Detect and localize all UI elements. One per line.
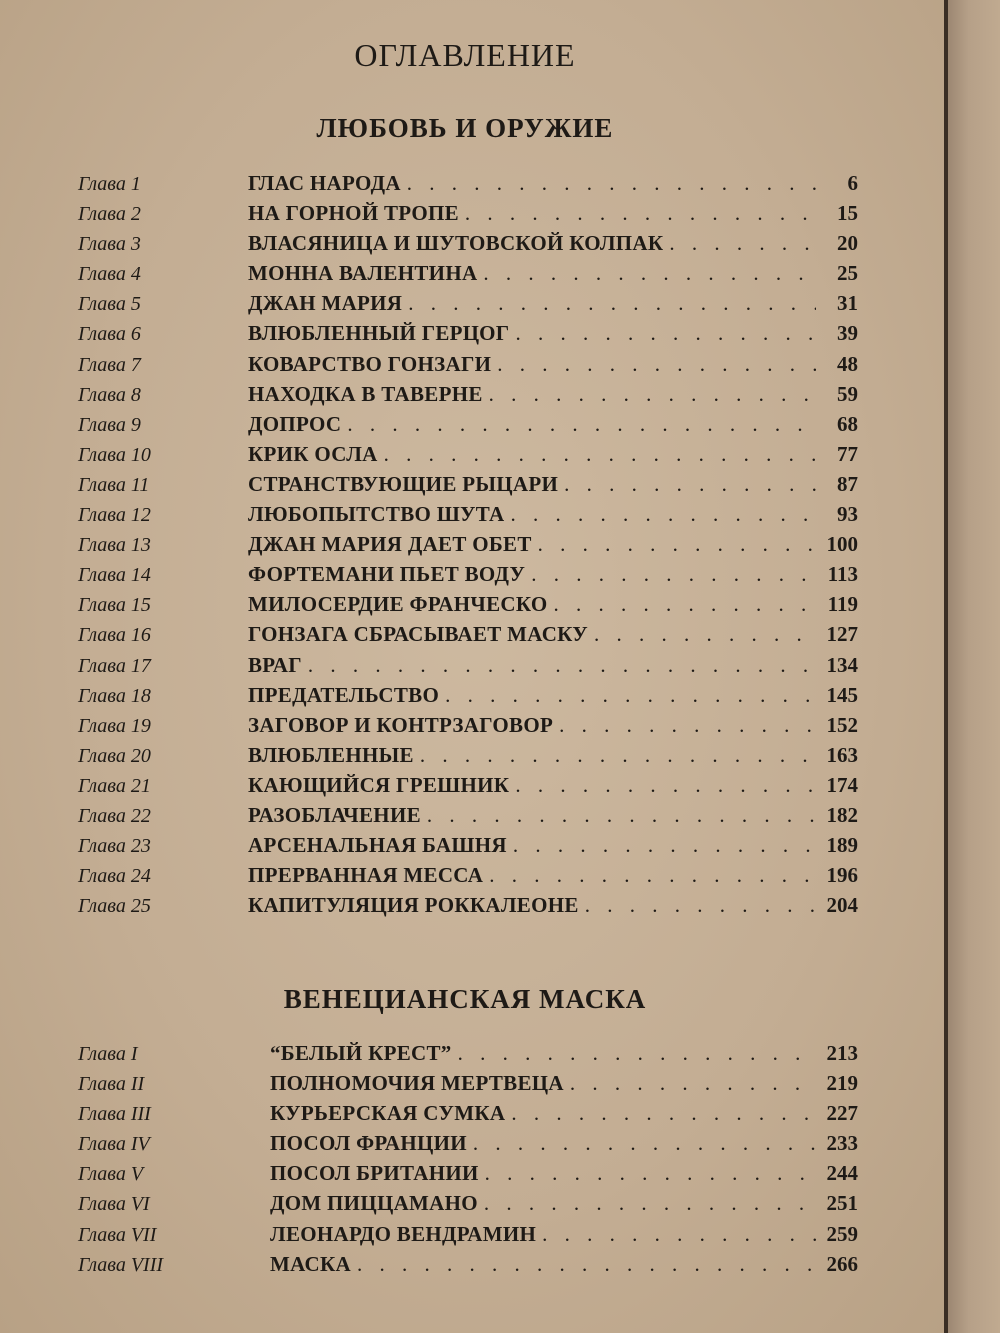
chapter-title: ПОЛНОМОЧИЯ МЕРТВЕЦА — [270, 1071, 564, 1096]
chapter-number: Глава 22 — [78, 804, 151, 827]
chapter-title: КРИК ОСЛА — [248, 441, 378, 466]
dot-leader — [384, 442, 816, 467]
page-number: 39 — [837, 321, 858, 346]
chapter-number: Глава 6 — [78, 323, 141, 346]
chapter-number: Глава VIII — [78, 1253, 164, 1276]
dot-leader — [483, 261, 816, 286]
dot-leader — [465, 201, 816, 226]
page-number: 31 — [837, 291, 858, 316]
toc-entry[interactable] — [78, 653, 858, 683]
toc-entry[interactable] — [78, 352, 858, 382]
chapter-title: ПОСОЛ БРИТАНИИ — [270, 1161, 479, 1186]
dot-leader — [511, 502, 817, 527]
chapter-title: ВЛЮБЛЕННЫЙ ГЕРЦОГ — [248, 321, 510, 346]
chapter-number: Глава 25 — [78, 895, 151, 918]
chapter-number: Глава 8 — [78, 383, 141, 406]
toc-entry[interactable] — [78, 893, 858, 923]
dot-leader — [408, 291, 816, 316]
page-number: 25 — [837, 261, 858, 286]
chapter-title: РАЗОБЛАЧЕНИЕ — [248, 802, 421, 827]
chapter-number: Глава 16 — [78, 624, 151, 647]
page-number: 48 — [837, 351, 858, 376]
dot-leader — [485, 1161, 816, 1186]
dot-leader — [554, 592, 817, 617]
dot-leader — [594, 622, 816, 647]
page-number: 93 — [837, 502, 858, 527]
dot-leader — [585, 893, 816, 918]
dot-leader — [489, 382, 816, 407]
dot-leader — [357, 1252, 816, 1277]
toc-entry[interactable] — [78, 833, 858, 863]
chapter-number: Глава 18 — [78, 684, 151, 707]
toc-entry[interactable] — [78, 863, 858, 893]
chapter-number: Глава 21 — [78, 774, 151, 797]
toc-entry[interactable] — [78, 1131, 858, 1161]
toc-section-2 — [78, 1041, 858, 1282]
chapter-number: Глава III — [78, 1103, 151, 1126]
chapter-title: КОВАРСТВО ГОНЗАГИ — [248, 351, 492, 376]
page-number: 68 — [837, 411, 858, 436]
chapter-number: Глава 14 — [78, 564, 151, 587]
dot-leader — [513, 833, 816, 858]
chapter-number: Глава 5 — [78, 293, 141, 316]
dot-leader — [564, 472, 816, 497]
chapter-number: Глава 2 — [78, 203, 141, 226]
page-number: 100 — [826, 532, 858, 557]
chapter-title: ВРАГ — [248, 652, 302, 677]
page-number: 213 — [826, 1041, 858, 1065]
chapter-title: СТРАНСТВУЮЩИЕ РЫЦАРИ — [248, 471, 559, 496]
toc-entry[interactable] — [78, 743, 858, 773]
toc-entry[interactable] — [78, 532, 858, 562]
chapter-title: АРСЕНАЛЬНАЯ БАШНЯ — [248, 833, 507, 858]
section-title-1: ЛЮБОВЬ И ОРУЖИЕ — [316, 113, 614, 143]
chapter-number: Глава 24 — [78, 865, 151, 888]
chapter-title: ЛЮБОПЫТСТВО ШУТА — [248, 502, 505, 527]
chapter-title: “БЕЛЫЙ КРЕСТ” — [270, 1041, 452, 1065]
page-number: 20 — [837, 231, 858, 256]
dot-leader — [484, 1191, 816, 1216]
toc-entry[interactable] — [78, 592, 858, 622]
chapter-title: ГОНЗАГА СБРАСЫВАЕТ МАСКУ — [248, 622, 588, 647]
dot-leader — [489, 863, 816, 888]
chapter-number: Глава VII — [78, 1223, 157, 1246]
toc-entry[interactable] — [78, 562, 858, 592]
page-number: 119 — [827, 592, 858, 617]
dot-leader — [445, 683, 816, 708]
chapter-title: ПРЕДАТЕЛЬСТВО — [248, 682, 440, 707]
chapter-number: Глава IV — [78, 1133, 150, 1156]
chapter-title: КУРЬЕРСКАЯ СУМКА — [270, 1101, 506, 1126]
dot-leader — [458, 1041, 816, 1066]
toc-entry[interactable] — [78, 683, 858, 713]
chapter-number: Глава VI — [78, 1193, 150, 1216]
dot-leader — [542, 1222, 816, 1247]
chapter-number: Глава 20 — [78, 744, 151, 767]
toc-entry[interactable] — [78, 502, 858, 532]
toc-entry[interactable] — [78, 412, 858, 442]
page-number: 145 — [826, 682, 858, 707]
page-number: 196 — [826, 863, 858, 888]
toc-entry[interactable] — [78, 171, 858, 201]
toc-entry[interactable] — [78, 261, 858, 291]
dot-leader — [427, 803, 816, 828]
toc-entry[interactable] — [78, 321, 858, 351]
page-number: 163 — [826, 742, 858, 767]
page-number: 204 — [826, 893, 858, 918]
toc-entry[interactable] — [78, 1161, 858, 1191]
chapter-number: Глава I — [78, 1043, 138, 1065]
page-number: 219 — [826, 1071, 858, 1096]
chapter-title: ГЛАС НАРОДА — [248, 171, 401, 195]
chapter-title: ДОМ ПИЦЦАМАНО — [270, 1191, 478, 1216]
page-number: 59 — [837, 381, 858, 406]
chapter-number: Глава 11 — [78, 473, 150, 496]
toc-entry[interactable] — [78, 231, 858, 261]
toc-entry[interactable] — [78, 713, 858, 743]
toc-entry[interactable] — [78, 201, 858, 231]
page-number: 227 — [826, 1101, 858, 1126]
chapter-number: Глава 19 — [78, 714, 151, 737]
adjacent-page-edge — [948, 0, 1000, 1333]
chapter-title: ЗАГОВОР И КОНТРЗАГОВОР — [248, 712, 554, 737]
toc-entry[interactable] — [78, 1191, 858, 1221]
dot-leader — [497, 352, 816, 377]
chapter-number: Глава 23 — [78, 835, 151, 858]
toc-entry[interactable] — [78, 1071, 858, 1101]
chapter-title: ВЛЮБЛЕННЫЕ — [248, 742, 414, 767]
dot-leader — [420, 743, 816, 768]
page-number: 233 — [826, 1131, 858, 1156]
toc-entry[interactable] — [78, 291, 858, 321]
toc-entry[interactable] — [78, 803, 858, 833]
page-number: 266 — [826, 1251, 858, 1276]
dot-leader — [515, 773, 816, 798]
page-title: ОГЛАВЛЕНИЕ — [354, 37, 576, 74]
toc-entry[interactable] — [78, 442, 858, 472]
chapter-title: ДЖАН МАРИЯ ДАЕТ ОБЕТ — [248, 532, 532, 557]
page-number: 251 — [826, 1191, 858, 1216]
chapter-title: МОННА ВАЛЕНТИНА — [248, 261, 478, 286]
dot-leader — [347, 412, 816, 437]
page-number: 77 — [837, 441, 858, 466]
page-number: 189 — [826, 833, 858, 858]
dot-leader — [538, 532, 816, 557]
dot-leader — [515, 321, 816, 346]
page-number: 87 — [837, 471, 858, 496]
chapter-number: Глава II — [78, 1073, 145, 1096]
toc-entry[interactable] — [78, 773, 858, 803]
toc-entry[interactable] — [78, 1041, 858, 1071]
chapter-title: МИЛОСЕРДИЕ ФРАНЧЕСКО — [248, 592, 548, 617]
chapter-number: Глава 13 — [78, 534, 151, 557]
toc-entry[interactable] — [78, 1252, 858, 1282]
page-number: 127 — [826, 622, 858, 647]
chapter-title: ПОСОЛ ФРАНЦИИ — [270, 1131, 467, 1156]
page-number: 134 — [826, 652, 858, 677]
chapter-title: НА ГОРНОЙ ТРОПЕ — [248, 201, 459, 226]
page-number: 15 — [837, 201, 858, 226]
page-number: 182 — [826, 802, 858, 827]
chapter-title: ДЖАН МАРИЯ — [248, 291, 403, 316]
chapter-number: Глава 17 — [78, 654, 151, 677]
dot-leader — [407, 171, 816, 196]
dot-leader — [473, 1131, 816, 1156]
toc-entry[interactable] — [78, 382, 858, 412]
page-number: 6 — [847, 171, 858, 195]
chapter-title: ВЛАСЯНИЦА И ШУТОВСКОЙ КОЛПАК — [248, 231, 664, 256]
chapter-title: ПРЕРВАННАЯ МЕССА — [248, 863, 484, 888]
chapter-title: КАПИТУЛЯЦИЯ РОККАЛЕОНЕ — [248, 893, 579, 918]
page-number: 259 — [826, 1221, 858, 1246]
chapter-number: Глава V — [78, 1163, 144, 1186]
page-number: 244 — [826, 1161, 858, 1186]
chapter-number: Глава 12 — [78, 504, 151, 527]
toc-entry[interactable] — [78, 1101, 858, 1131]
toc-entry[interactable] — [78, 472, 858, 502]
page-number: 152 — [826, 712, 858, 737]
chapter-number: Глава 10 — [78, 443, 151, 466]
dot-leader — [669, 231, 816, 256]
chapter-title: КАЮЩИЙСЯ ГРЕШНИК — [248, 772, 510, 797]
page-number: 174 — [826, 772, 858, 797]
chapter-number: Глава 3 — [78, 233, 141, 256]
toc-entry[interactable] — [78, 1222, 858, 1252]
chapter-title: МАСКА — [270, 1251, 351, 1276]
dot-leader — [308, 653, 816, 678]
chapter-title: ФОРТЕМАНИ ПЬЕТ ВОДУ — [248, 562, 526, 587]
chapter-title: НАХОДКА В ТАВЕРНЕ — [248, 381, 483, 406]
dot-leader — [559, 713, 816, 738]
chapter-number: Глава 7 — [78, 353, 141, 376]
chapter-title: ДОПРОС — [248, 411, 342, 436]
dot-leader — [570, 1071, 816, 1096]
chapter-number: Глава 4 — [78, 263, 141, 286]
section-title-2: ВЕНЕЦИАНСКАЯ МАСКА — [283, 984, 647, 1014]
toc-section-1 — [78, 171, 858, 923]
chapter-number: Глава 15 — [78, 594, 151, 617]
chapter-number: Глава 1 — [78, 173, 141, 195]
toc-entry[interactable] — [78, 622, 858, 652]
chapter-title: ЛЕОНАРДО ВЕНДРАМИН — [270, 1221, 537, 1246]
page-number: 113 — [827, 562, 858, 587]
dot-leader — [531, 562, 816, 587]
dot-leader — [511, 1101, 816, 1126]
chapter-number: Глава 9 — [78, 413, 141, 436]
